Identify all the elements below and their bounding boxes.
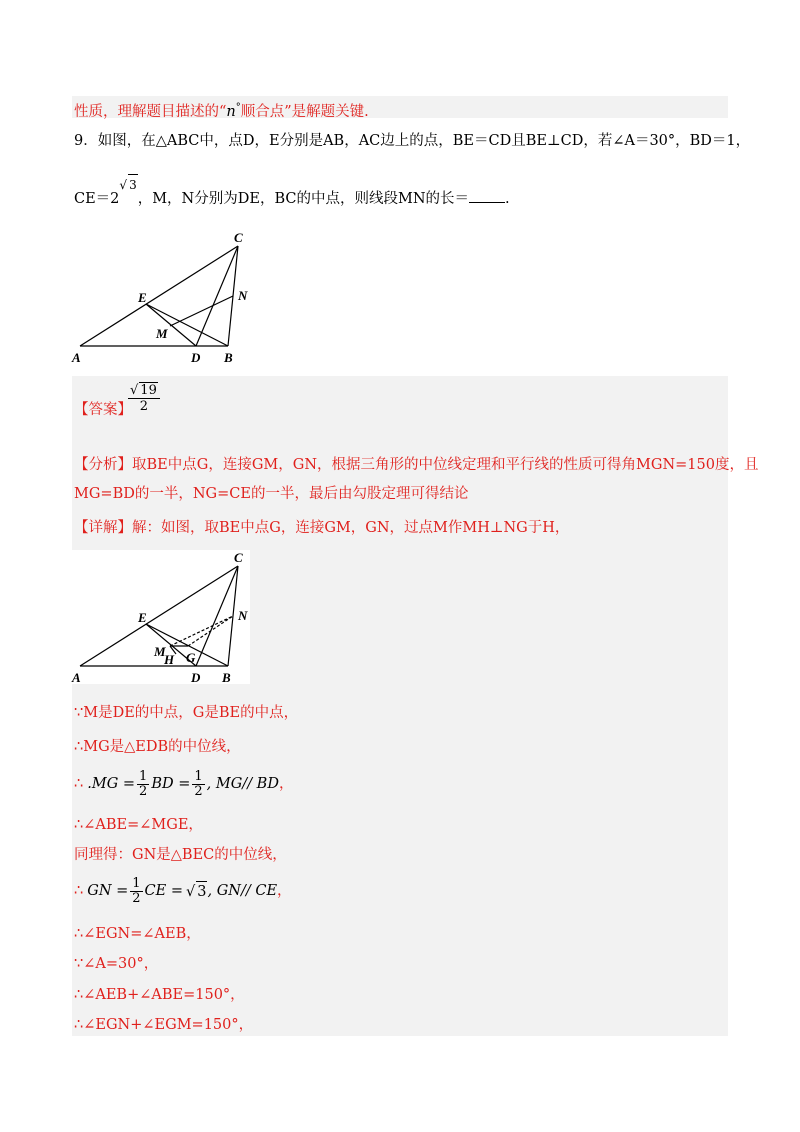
label-b: B xyxy=(222,670,231,685)
answer-value: √ 19 2 xyxy=(128,382,160,414)
label-d: D xyxy=(191,670,201,685)
question-line-2: $CE=2^{√ 3}$，M，N分别为DE，BC的中点，则线段MN的长＝ . xyxy=(74,182,510,209)
prev-text: 性质，理解题目描述的“n°顺合点”是解题关键. xyxy=(74,102,369,120)
label-b: B xyxy=(224,350,233,365)
label-d: D xyxy=(191,350,201,365)
label-n: N xyxy=(238,288,248,303)
step-9: ∴∠AEB+∠ABE=150°， xyxy=(74,987,245,1003)
answer-tag: 【答案】 xyxy=(74,402,132,418)
label-a: A xyxy=(72,670,81,685)
label-h: H xyxy=(164,652,175,667)
detail-line-1: 【详解】解：如图，取BE中点G，连接GM，GN，过点M作MH⊥NG于H， xyxy=(74,520,570,536)
seg-bc xyxy=(228,566,238,666)
step-4: ∴∠ABE=∠MGE， xyxy=(74,817,203,833)
seg-mn xyxy=(170,296,233,326)
step-7: ∴∠EGN=∠AEB， xyxy=(74,926,201,942)
analysis-line-1: 【分析】取BE中点G，连接GM，GN，根据三角形的中位线定理和平行线的性质可得角MGN=150度，且 xyxy=(74,457,759,473)
label-e: E xyxy=(138,610,147,625)
label-e: E xyxy=(138,290,147,305)
answer-blank xyxy=(469,190,505,203)
label-n: N xyxy=(238,608,248,623)
figure-2 xyxy=(70,550,260,690)
label-c: C xyxy=(234,550,243,565)
step-3: ∴ .MG = $\frac{1}{2}$ BD = $\frac{1}{2}$ , MG// BD ， xyxy=(74,768,294,799)
label-m: M xyxy=(154,644,166,659)
step-6: ∴ GN = $\frac{1}{2}$ CE = √ 3 , GN// CE ， xyxy=(74,875,292,906)
figure-1 xyxy=(70,228,260,368)
question-line-1: 9．如图，在△ABC中，点D，E分别是AB，AC边上的点，BE＝CD且BE⊥CD，若∠A＝30°，BD＝1， xyxy=(74,133,751,149)
step-8: ∵∠A=30°， xyxy=(74,956,159,972)
label-a: A xyxy=(72,350,81,365)
step-5: 同理得：GN是△BEC的中位线， xyxy=(74,847,287,863)
step-1: ∵M是DE的中点，G是BE的中点， xyxy=(74,705,299,721)
seg-gn xyxy=(188,616,233,646)
seg-mn xyxy=(170,616,233,646)
step-2: ∴MG是△EDB的中位线， xyxy=(74,739,241,755)
step-10: ∴∠EGN+∠EGM=150°， xyxy=(74,1017,254,1033)
label-m: M xyxy=(156,326,168,341)
label-g: G xyxy=(186,650,196,665)
analysis-line-2: MG=BD的一半，NG=CE的一半，最后由勾股定理可得结论 xyxy=(74,486,469,502)
label-c: C xyxy=(234,230,243,245)
seg-cd xyxy=(196,566,238,666)
